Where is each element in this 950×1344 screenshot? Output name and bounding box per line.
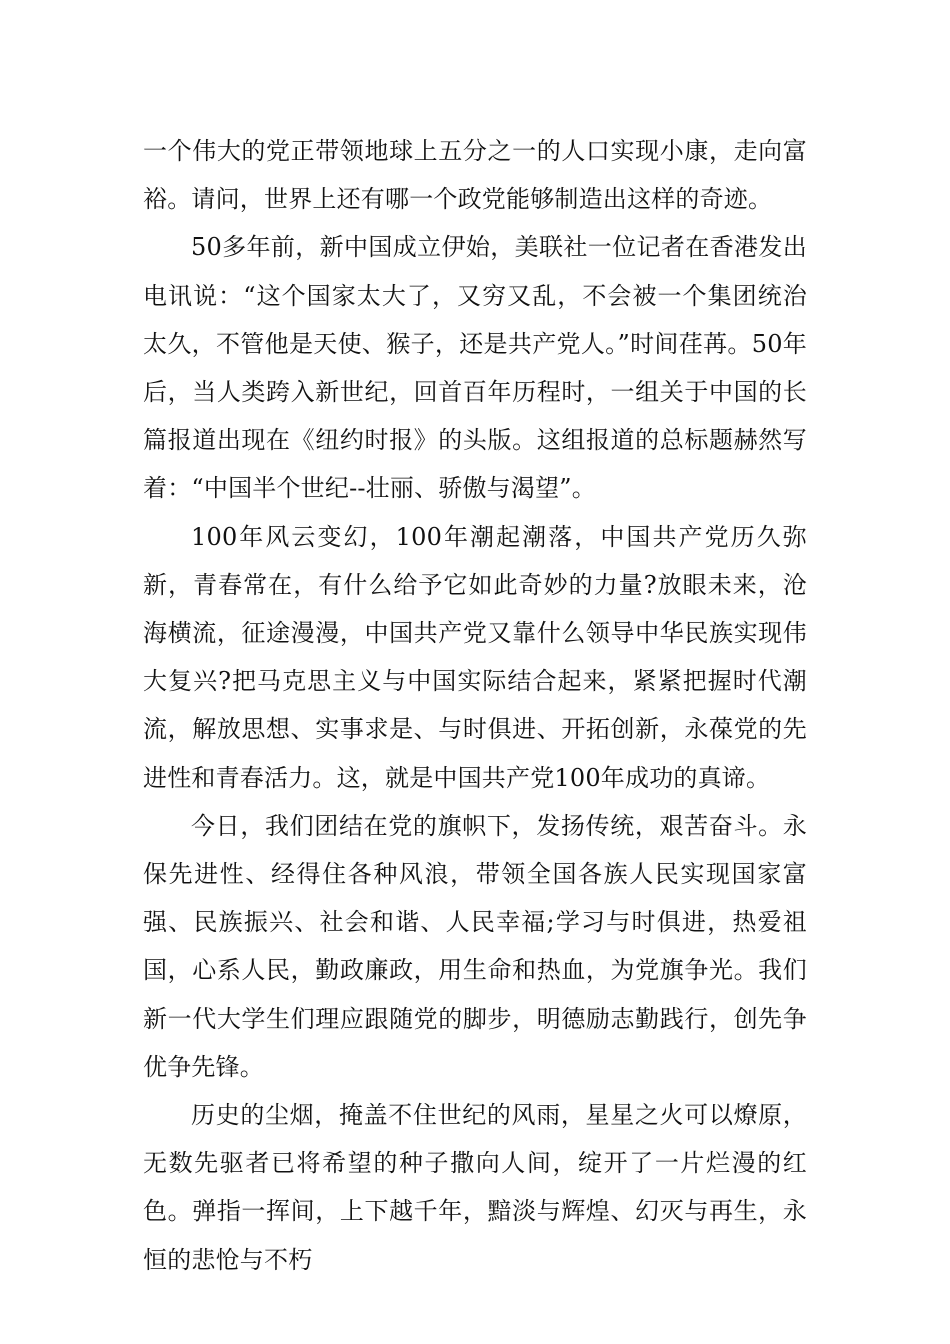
body-text <box>143 127 807 1284</box>
paragraph: 100年风云变幻，100年潮起潮落，中国共产党历久弥新，青春常在，有什么给予它如此奇妙的力量?放眼未来，沧海横流，征途漫漫，中国共产党又靠什么领导中华民族实现伟大复兴?把马克思主义与中国实际结合起来，紧紧把握时代潮流，解放思想、实事求是、与时俱进、开拓创新，永葆党的先进性和青春活力。这，就是中国共产党100年成功的真谛。 <box>143 522 807 792</box>
paragraph: 历史的尘烟，掩盖不住世纪的风雨，星星之火可以燎原，无数先驱者已将希望的种子撒向人间，绽开了一片烂漫的红色。弹指一挥间，上下越千年，黯淡与辉煌、幻灭与再生，永恒的悲怆与不朽 <box>143 1101 807 1274</box>
paragraph: 50多年前，新中国成立伊始，美联社一位记者在香港发出电讯说：“这个国家太大了，又穷又乱，不会被一个集团统治太久，不管他是天使、猴子，还是共产党人。”时间荏苒。50年后，当人类跨入新世纪，回首百年历程时，一组关于中国的长篇报道出现在《纽约时报》的头版。这组报道的总标题赫然写着：“中国半个世纪--壮丽、骄傲与渴望”。 <box>143 233 807 503</box>
paragraph: 今日，我们团结在党的旗帜下，发扬传统，艰苦奋斗。永保先进性、经得住各种风浪，带领全国各族人民实现国家富强、民族振兴、社会和谐、人民幸福;学习与时俱进，热爱祖国，心系人民，勤政廉政，用生命和热血，为党旗争光。我们新一代大学生们理应跟随党的脚步，明德励志勤践行，创先争优争先锋。 <box>143 811 807 1081</box>
paragraph: 一个伟大的党正带领地球上五分之一的人口实现小康，走向富裕。请问，世界上还有哪一个政党能够制造出这样的奇迹。 <box>143 137 807 214</box>
